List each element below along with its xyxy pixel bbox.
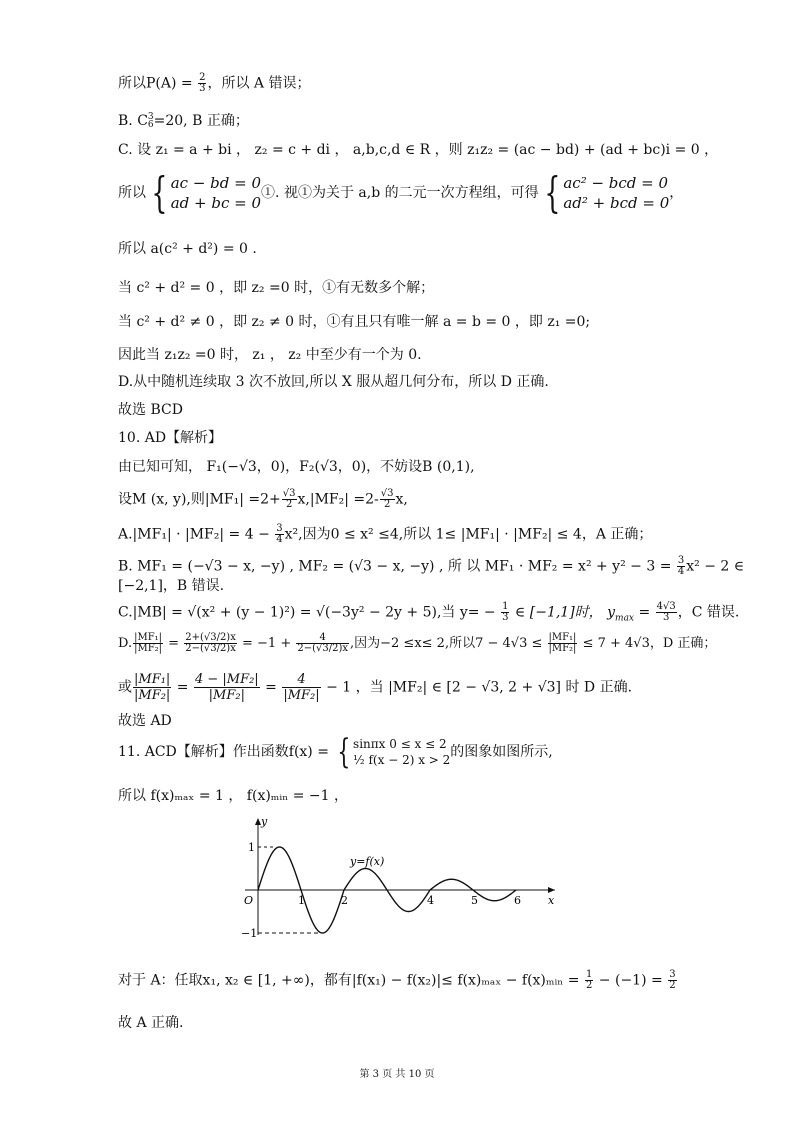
brace: { [337,732,351,772]
eq: ad + bc = 0 [170,194,262,212]
frac-den: 3 [199,83,206,94]
frac-num: 4 − |MF₂| [194,672,259,687]
text: x² − 2 ∈ [686,558,745,575]
line-12 [118,458,475,476]
line-8 [118,346,422,364]
fraction [133,672,171,703]
frac-num: |MF₁| [134,672,171,687]
frac-den: 4 [677,566,685,577]
line-20 [118,712,172,730]
text: ,因为−2 ≤x≤ 2,所以7 − 4√3 ≤ [350,636,547,651]
text: = [634,604,655,621]
text: [−2,1]，B 错误. [118,578,225,594]
frac-num: 1 [585,969,593,980]
case: sinπx 0 ≤ x ≤ 2 [353,737,447,751]
function-graph [235,815,565,940]
text: 11. ACD【解析】作出函数f(x) = [118,744,334,760]
text: ，所以 A 错误； [207,75,311,92]
text: 由已知可知， F₁(−√3，0)，F₂(√3，0)，不妨设B (0,1), [118,459,475,475]
line-24 [118,1014,183,1032]
line-10 [118,401,183,419]
line-18 [118,633,716,654]
sub: 6 [147,120,154,130]
text: D. [118,636,133,651]
fraction [548,633,578,654]
y-tick-1: 1 [248,841,255,854]
frac-den: 2 [669,980,676,991]
sup: 3 [147,112,154,122]
text: = [164,636,184,651]
frac-num: √3 [282,488,296,499]
x-tick: 2 [341,894,348,907]
frac-den: |MF₂| [208,688,245,703]
x-tick: 4 [427,894,434,907]
text: D.从中随机连续取 3 次不放回,所以 X 服从超几何分布，所以 D 正确. [118,374,549,390]
line-21 [118,732,553,772]
brace: { [151,168,168,217]
frac-den: |MF₂| [283,688,320,703]
text: = [172,679,193,696]
text: 当 c² + d² = 0 ，即 z₂ =0 时，①有无数多个解； [118,280,435,296]
sub: max [615,613,635,624]
text: ≤ 7 + 4√3，D 正确； [578,636,717,651]
line-19 [118,672,632,703]
text: 当 c² + d² ≠ 0 ，即 z₂ ≠ 0 时，①有且只有唯一解 a = b = 0 ，即 z₁ =0; [118,314,591,330]
x-label: x [548,894,555,907]
fraction [656,602,677,623]
system-2 [563,173,669,213]
case: ½ f(x − 2) x > 2 [353,753,451,767]
frac-den: 2 [285,499,293,510]
line-15 [118,556,744,577]
line-22 [118,787,348,805]
frac-den: 4 [276,534,283,545]
frac-den: |MF₂| [134,643,163,654]
text: 故 A 正确. [118,1015,184,1031]
fraction [194,672,260,703]
fraction [282,489,297,510]
line-prob-a [118,73,310,94]
text: 的图象如图所示, [450,744,553,760]
frac-num: 2 [199,72,206,83]
frac-num: √3 [380,488,394,499]
frac-den: 2 [585,980,593,991]
frac-num: 4 [296,633,349,644]
line-16 [118,577,224,595]
line-system [118,168,684,217]
x-axis-arrow [548,887,555,893]
x-tick: 6 [514,894,521,907]
eq: ac − bd = 0 [170,174,262,192]
fraction [275,524,283,545]
text: = [260,679,282,696]
frac-num: 1 [502,601,509,612]
line-5 [118,240,257,258]
text: ∈ [−1,1]时， y [510,604,616,621]
text: − (−1) = [594,972,668,989]
frac-num: 4 [282,672,320,688]
x-tick: 1 [298,894,305,907]
text: − 1 ，当 |MF₂| ∈ [2 − √3, 2 + √3] 时 D 正确. [321,679,633,696]
frac-num: 4√3 [656,601,676,612]
frac-num: 2+(√3/2)x [185,632,236,643]
line-b [118,112,249,130]
frac-num: 3 [669,969,676,980]
text: 故选 BCD [118,402,183,418]
line-14 [118,524,652,545]
line-c [118,141,718,159]
origin-label: O [244,894,254,907]
line-23 [118,970,678,991]
frac-den: |MF₂| [548,643,577,654]
page-footer: 第 3 页 共 10 页 [359,1069,435,1080]
frac-num: 3 [677,555,685,566]
fraction [282,672,320,703]
frac-num: |MF₁| [134,632,163,643]
text: 故选 AD [118,713,172,729]
text: C.|MB| = √(x² + (y − 1)²) = √(−3y² − 2y + 5),当 y= − [118,604,501,621]
frac-den: 2 [383,499,391,510]
fraction [668,970,676,991]
fraction [133,633,163,654]
line-6 [118,279,434,297]
system-1 [171,173,261,213]
line-13 [118,489,408,510]
fraction [585,970,593,991]
text: 所以 [118,185,146,201]
text: 或 [118,679,132,696]
text: =20, B 正确； [153,113,249,129]
piecewise [353,736,450,768]
fraction [501,602,509,623]
fraction [677,556,685,577]
fraction [184,633,237,654]
eq: ac² − bcd = 0 [563,174,669,192]
text: C. 设 z₁ = a + bi ， z₂ = c + di ， a,b,c,d ∈ R ，则 z₁z₂ = (ac − bd) + (ad + bc)i = 0 ， [118,142,719,158]
text: ，C 错误. [677,604,740,621]
frac-den: 3 [663,612,670,623]
text: 设M (x, y),则|MF₁| =2+ [118,491,281,508]
function-label: y=f(x) [350,855,385,868]
text: 所以 a(c² + d²) = 0 . [118,241,257,257]
line-17 [118,602,739,627]
y-tick-neg1: −1 [241,927,258,940]
frac-den: 2−(√3/2)x [297,643,348,654]
frac-den: |MF₂| [134,688,171,703]
text: B. MF₁ = (−√3 − x, −y) , MF₂ = (√3 − x, −y) , 所 以 MF₁ · MF₂ = x² + y² − 3 = [118,558,676,575]
text: A.|MF₁| · |MF₂| = 4 − [118,526,275,543]
text: 所以 f(x)ₘₐₓ = 1 ， f(x)ₘᵢₙ = −1 ， [118,788,348,804]
line-7 [118,313,590,331]
text: 所以P(A) = [118,75,198,92]
frac-den: 3 [502,612,509,623]
text: = −1 + [237,636,296,651]
line-11 [118,429,222,447]
brace: { [543,168,560,217]
eq: ad² + bcd = 0 [563,194,670,212]
frac-num: |MF₁| [548,632,577,643]
text: B. C [118,113,148,129]
text: x,|MF₂| =2- [297,491,379,508]
text: x, [395,491,408,508]
text: 因此当 z₁z₂ =0 时， z₁ ， z₂ 中至少有一个为 0. [118,347,422,363]
fraction [380,489,395,510]
frac-den: 2−(√3/2)x [185,643,236,654]
x-tick: 5 [471,894,478,907]
text: 10. AD【解析】 [118,430,223,446]
line-9 [118,373,549,391]
text: ， [669,185,684,201]
y-label: y [261,815,268,828]
fraction [296,633,349,654]
text: x²,因为0 ≤ x² ≤4,所以 1≤ |MF₁| · |MF₂| ≤ 4，A 正确； [284,526,653,543]
text: ①. 视①为关于 a,b 的二元一次方程组，可得 [261,185,539,201]
fraction [198,73,206,94]
frac-num: 3 [276,523,283,534]
text: 对于 A：任取x₁, x₂ ∈ [1, +∞)，都有|f(x₁) − f(x₂)|≤ f(x)ₘₐₓ − f(x)ₘᵢₙ = [118,972,584,989]
